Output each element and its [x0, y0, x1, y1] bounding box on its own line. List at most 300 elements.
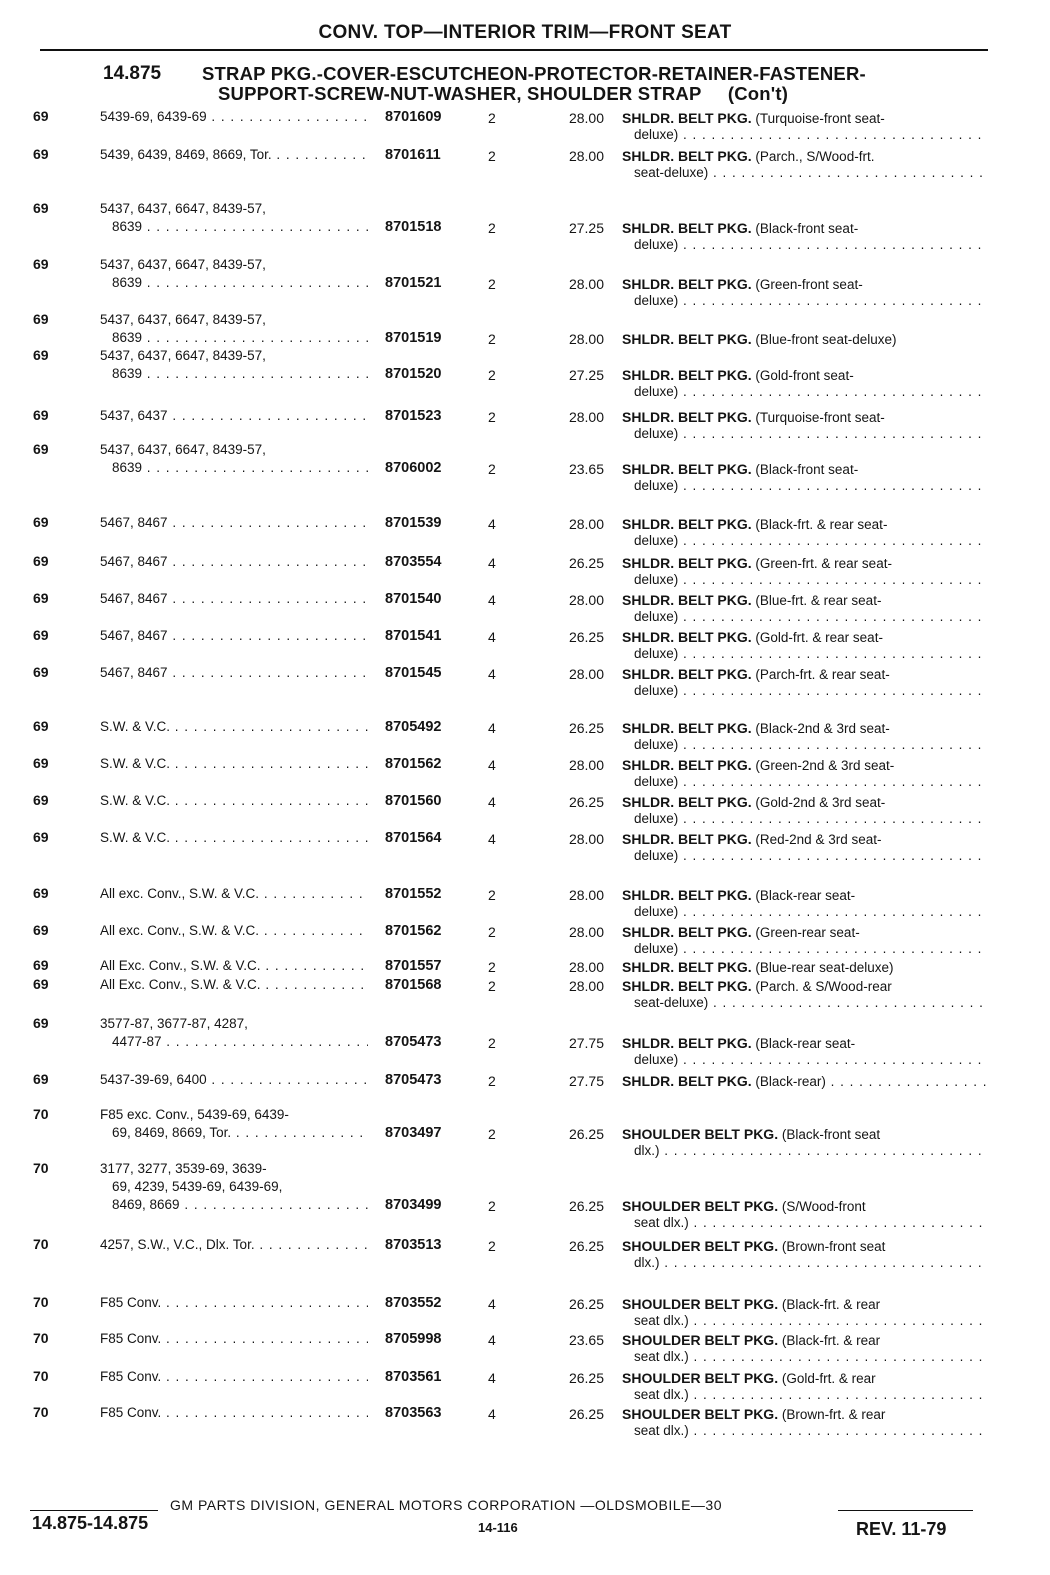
description — [622, 831, 987, 864]
description-text: (Green-rear seat- — [755, 925, 860, 940]
model-year: 69 — [33, 755, 49, 771]
part-number: 8703554 — [385, 554, 442, 570]
model-list — [100, 200, 368, 236]
item-label: SHLDR. BELT PKG. — [622, 1073, 752, 1089]
description-text: (Black-rear seat- — [755, 888, 856, 903]
quantity: 4 — [488, 666, 496, 682]
description-text: (Black-front seat- — [755, 462, 859, 477]
footer-revision: REV. 11-79 — [856, 1519, 947, 1539]
model-line: F85 Conv. . . . — [100, 1330, 368, 1348]
description-continuation: seat dlx.) . . . — [622, 1387, 987, 1403]
model-line: 4257, S.W., V.C., Dlx. Tor. . . . — [100, 1236, 368, 1254]
price: 26.25 — [568, 1126, 604, 1142]
quantity: 4 — [488, 592, 496, 608]
model-list — [100, 1294, 368, 1312]
description — [622, 1332, 987, 1365]
description-continuation: dlx.) . . . — [622, 1255, 987, 1271]
description-line — [622, 629, 987, 646]
description-continuation: deluxe) . . . — [622, 293, 987, 309]
description-line — [622, 1035, 987, 1052]
description — [622, 794, 987, 827]
model-line: 4477-87 . . . — [100, 1033, 368, 1051]
model-year: 69 — [33, 347, 49, 363]
description-text: (Red-2nd & 3rd seat- — [755, 832, 882, 847]
quantity: 2 — [488, 409, 496, 425]
description-line — [622, 1126, 987, 1143]
model-year: 69 — [33, 311, 49, 327]
model-list — [100, 347, 368, 383]
description-text: (Parch., S/Wood-frt. — [755, 149, 875, 164]
description-line — [622, 592, 987, 609]
model-year: 70 — [33, 1160, 49, 1176]
description-text: (Black-front seat- — [755, 221, 859, 236]
price: 26.25 — [568, 1406, 604, 1422]
quantity: 4 — [488, 629, 496, 645]
model-year: 69 — [33, 718, 49, 734]
item-label: SHOULDER BELT PKG. — [622, 1198, 779, 1214]
item-label: SHOULDER BELT PKG. — [622, 1332, 779, 1348]
description-continuation: deluxe) . . . — [622, 533, 987, 549]
description — [622, 220, 987, 253]
quantity: 4 — [488, 794, 496, 810]
model-list — [100, 590, 368, 608]
part-number: 8701568 — [385, 977, 442, 993]
model-line: 3177, 3277, 3539-69, 3639- — [100, 1161, 267, 1176]
description-continuation: seat dlx.) . . . — [622, 1423, 987, 1439]
item-label: SHLDR. BELT PKG. — [622, 757, 752, 773]
model-line: 5437-39-69, 6400 . . . — [100, 1071, 368, 1089]
model-year: 69 — [33, 200, 49, 216]
part-number: 8701518 — [385, 219, 442, 235]
price: 26.25 — [568, 1296, 604, 1312]
description-continuation: seat dlx.) . . . — [622, 1215, 987, 1231]
description-continuation: deluxe) . . . — [622, 426, 987, 442]
section-number: 14.875 — [103, 63, 162, 84]
model-list — [100, 1236, 368, 1254]
description-continuation: deluxe) . . . — [622, 737, 987, 753]
item-label: SHOULDER BELT PKG. — [622, 1126, 779, 1142]
description-line — [622, 148, 987, 165]
description-continuation: deluxe) . . . — [622, 811, 987, 827]
model-list — [100, 256, 368, 292]
model-year: 69 — [33, 792, 49, 808]
description-line — [622, 978, 987, 995]
model-year: 69 — [33, 627, 49, 643]
quantity: 2 — [488, 887, 496, 903]
description-line — [622, 367, 987, 384]
model-line: All exc. Conv., S.W. & V.C. . . . — [100, 922, 368, 940]
section-title-line2: SUPPORT-SCREW-NUT-WASHER, SHOULDER STRAP (Con't) — [218, 83, 789, 104]
model-line: 5437, 6437, 6647, 8439-57, — [100, 312, 266, 327]
description-line — [622, 887, 987, 904]
item-label: SHLDR. BELT PKG. — [622, 110, 752, 126]
part-number: 8701539 — [385, 515, 442, 531]
model-year: 70 — [33, 1294, 49, 1310]
footer-rule-right — [838, 1510, 973, 1511]
description-continuation: deluxe) . . . — [622, 237, 987, 253]
description-line — [622, 720, 987, 737]
description-line — [622, 1198, 987, 1215]
model-line: 5437, 6437, 6647, 8439-57, — [100, 257, 266, 272]
description-line — [622, 516, 987, 533]
model-line: F85 Conv. . . . — [100, 1404, 368, 1422]
part-number: 8703561 — [385, 1369, 442, 1385]
part-number: 8701564 — [385, 830, 442, 846]
model-line: All exc. Conv., S.W. & V.C. . . . — [100, 885, 368, 903]
quantity: 4 — [488, 831, 496, 847]
item-label: SHLDR. BELT PKG. — [622, 720, 752, 736]
description-text: (Black-frt. & rear — [781, 1297, 881, 1312]
model-list — [100, 1330, 368, 1348]
model-list — [100, 108, 368, 126]
quantity: 4 — [488, 516, 496, 532]
model-list — [100, 1015, 368, 1051]
model-year: 69 — [33, 256, 49, 272]
part-number: 8701520 — [385, 366, 442, 382]
item-label: SHLDR. BELT PKG. — [622, 461, 752, 477]
model-year: 70 — [33, 1404, 49, 1420]
section-title-line1: STRAP PKG.-COVER-ESCUTCHEON-PROTECTOR-RETAINER-FASTENER- — [202, 63, 866, 84]
part-number: 8705998 — [385, 1331, 442, 1347]
model-year: 70 — [33, 1106, 49, 1122]
part-number: 8701562 — [385, 923, 442, 939]
quantity: 2 — [488, 276, 496, 292]
description-line — [622, 959, 987, 976]
price: 27.25 — [568, 367, 604, 383]
price: 28.00 — [568, 592, 604, 608]
part-number: 8701523 — [385, 408, 442, 424]
price: 28.00 — [568, 757, 604, 773]
model-list — [100, 829, 368, 847]
description-line — [622, 110, 987, 127]
description — [622, 555, 987, 588]
quantity: 4 — [488, 1332, 496, 1348]
description-line — [622, 1406, 987, 1423]
description — [622, 1073, 987, 1090]
description-line — [622, 666, 987, 683]
price: 26.25 — [568, 794, 604, 810]
description-continuation: seat dlx.) . . . — [622, 1349, 987, 1365]
description — [622, 629, 987, 662]
description — [622, 924, 987, 957]
model-line: 5437, 6437, 6647, 8439-57, — [100, 348, 266, 363]
description — [622, 461, 987, 494]
model-list — [100, 1071, 368, 1089]
description — [622, 1035, 987, 1068]
price: 23.65 — [568, 1332, 604, 1348]
model-list — [100, 755, 368, 773]
model-line: 8639 . . . — [100, 218, 368, 236]
item-label: SHLDR. BELT PKG. — [622, 592, 752, 608]
quantity: 2 — [488, 924, 496, 940]
model-line: F85 Conv. . . . — [100, 1368, 368, 1386]
part-number: 8703552 — [385, 1295, 442, 1311]
quantity: 4 — [488, 1370, 496, 1386]
item-label: SHLDR. BELT PKG. — [622, 666, 752, 682]
part-number: 8701545 — [385, 665, 442, 681]
description-continuation: seat dlx.) . . . — [622, 1313, 987, 1329]
quantity: 2 — [488, 331, 496, 347]
description — [622, 592, 987, 625]
price: 28.00 — [568, 110, 604, 126]
item-label: SHOULDER BELT PKG. — [622, 1406, 779, 1422]
description-text: (Gold-2nd & 3rd seat- — [755, 795, 886, 810]
model-year: 70 — [33, 1368, 49, 1384]
description-continuation: deluxe) . . . — [622, 848, 987, 864]
item-label: SHLDR. BELT PKG. — [622, 924, 752, 940]
description-text: (Black-frt. & rear — [781, 1333, 881, 1348]
description-line — [622, 831, 987, 848]
description — [622, 757, 987, 790]
quantity: 2 — [488, 1198, 496, 1214]
description — [622, 148, 987, 181]
description-line — [622, 555, 987, 572]
part-number: 8701541 — [385, 628, 442, 644]
part-number: 8705492 — [385, 719, 442, 735]
model-year: 69 — [33, 922, 49, 938]
model-list — [100, 718, 368, 736]
description-text: (Parch-frt. & rear seat- — [755, 667, 890, 682]
part-number: 8703497 — [385, 1125, 442, 1141]
price: 28.00 — [568, 924, 604, 940]
model-line: F85 Conv. . . . — [100, 1294, 368, 1312]
price: 28.00 — [568, 276, 604, 292]
model-year: 70 — [33, 1236, 49, 1252]
description — [622, 978, 987, 1011]
quantity: 2 — [488, 367, 496, 383]
price: 28.00 — [568, 516, 604, 532]
description-text: (Parch. & S/Wood-rear — [755, 979, 892, 994]
description-line — [622, 276, 987, 293]
model-list — [100, 407, 368, 425]
model-year: 69 — [33, 407, 49, 423]
description — [622, 276, 987, 309]
description-continuation: deluxe) . . . — [622, 683, 987, 699]
item-label: SHLDR. BELT PKG. — [622, 959, 752, 975]
model-list — [100, 1368, 368, 1386]
model-line: 5439, 6439, 8469, 8669, Tor. . . . — [100, 146, 368, 164]
model-list — [100, 514, 368, 532]
quantity: 2 — [488, 978, 496, 994]
model-line: 8639 . . . — [100, 274, 368, 292]
model-list — [100, 885, 368, 903]
description-text: (Brown-front seat — [781, 1239, 886, 1254]
description-continuation: deluxe) . . . — [622, 478, 987, 494]
footer-corporation: GM PARTS DIVISION, GENERAL MOTORS CORPORATION —OLDSMOBILE—30 — [170, 1497, 722, 1513]
quantity: 4 — [488, 1296, 496, 1312]
part-number: 8701552 — [385, 886, 442, 902]
description — [622, 720, 987, 753]
price: 23.65 — [568, 461, 604, 477]
description-text: (Blue-frt. & rear seat- — [755, 593, 882, 608]
model-line: 5439-69, 6439-69 . . . — [100, 108, 368, 126]
model-line: S.W. & V.C. . . . — [100, 755, 368, 773]
model-list — [100, 1106, 368, 1142]
description-line — [622, 220, 987, 237]
description-continuation: deluxe) . . . — [622, 127, 987, 143]
model-line: 5437, 6437 . . . — [100, 407, 368, 425]
quantity: 2 — [488, 959, 496, 975]
model-list — [100, 627, 368, 645]
description-text: (Brown-frt. & rear — [781, 1407, 886, 1422]
price: 26.25 — [568, 1238, 604, 1254]
part-number: 8701609 — [385, 109, 442, 125]
description-line — [622, 331, 987, 348]
description-line — [622, 461, 987, 478]
model-year: 69 — [33, 590, 49, 606]
price: 26.25 — [568, 1198, 604, 1214]
description-line — [622, 409, 987, 426]
description-continuation: deluxe) . . . — [622, 609, 987, 625]
model-line: S.W. & V.C. . . . — [100, 829, 368, 847]
description-continuation: seat-deluxe) . . . — [622, 165, 987, 181]
price: 28.00 — [568, 978, 604, 994]
model-year: 69 — [33, 885, 49, 901]
footer-rule-left — [30, 1510, 158, 1511]
description — [622, 887, 987, 920]
quantity: 4 — [488, 720, 496, 736]
model-line: S.W. & V.C. . . . — [100, 718, 368, 736]
quantity: 2 — [488, 1035, 496, 1051]
description — [622, 331, 987, 348]
description — [622, 1238, 987, 1271]
description-continuation: deluxe) . . . — [622, 572, 987, 588]
description-text: (Turquoise-front seat- — [755, 111, 885, 126]
model-year: 69 — [33, 1071, 49, 1087]
quantity: 4 — [488, 757, 496, 773]
description-text: (Black-2nd & 3rd seat- — [755, 721, 890, 736]
description — [622, 1406, 987, 1439]
part-number: 8701562 — [385, 756, 442, 772]
description-text: (Blue-front seat-deluxe) — [755, 332, 897, 347]
price: 26.25 — [568, 555, 604, 571]
quantity: 2 — [488, 220, 496, 236]
model-line: 5437, 6437, 6647, 8439-57, — [100, 201, 266, 216]
model-year: 70 — [33, 1330, 49, 1346]
description-continuation: seat-deluxe) . . . — [622, 995, 987, 1011]
model-line: 8639 . . . — [100, 459, 368, 477]
price: 26.25 — [568, 720, 604, 736]
part-number: 8701557 — [385, 958, 442, 974]
item-label: SHLDR. BELT PKG. — [622, 516, 752, 532]
model-year: 69 — [33, 553, 49, 569]
description-text: (Gold-frt. & rear seat- — [755, 630, 883, 645]
item-label: SHLDR. BELT PKG. — [622, 220, 752, 236]
model-list — [100, 553, 368, 571]
description-continuation: deluxe) . . . — [622, 904, 987, 920]
price: 27.25 — [568, 220, 604, 236]
item-label: SHLDR. BELT PKG. — [622, 409, 752, 425]
part-number: 8701560 — [385, 793, 442, 809]
model-line: 5437, 6437, 6647, 8439-57, — [100, 442, 266, 457]
quantity: 2 — [488, 1126, 496, 1142]
description — [622, 516, 987, 549]
quantity: 4 — [488, 555, 496, 571]
item-label: SHLDR. BELT PKG. — [622, 831, 752, 847]
page-header-title: CONV. TOP—INTERIOR TRIM—FRONT SEAT — [318, 22, 732, 43]
model-year: 69 — [33, 976, 49, 992]
price: 28.00 — [568, 409, 604, 425]
description-text: (Green-front seat- — [755, 277, 863, 292]
description-text: (Black-front seat — [781, 1127, 881, 1142]
model-year: 69 — [33, 108, 49, 124]
description — [622, 367, 987, 400]
description — [622, 110, 987, 143]
model-list — [100, 311, 368, 347]
description-line — [622, 1073, 987, 1090]
description-continuation: deluxe) . . . — [622, 941, 987, 957]
price: 28.00 — [568, 666, 604, 682]
description-text: (Black-rear seat- — [755, 1036, 856, 1051]
quantity: 2 — [488, 461, 496, 477]
model-year: 69 — [33, 664, 49, 680]
item-label: SHOULDER BELT PKG. — [622, 1238, 779, 1254]
description-text: (Black-frt. & rear seat- — [755, 517, 888, 532]
item-label: SHLDR. BELT PKG. — [622, 555, 752, 571]
description-text: (Gold-frt. & rear — [781, 1371, 876, 1386]
description-text: (Green-frt. & rear seat- — [755, 556, 892, 571]
part-number: 8703563 — [385, 1405, 442, 1421]
price: 28.00 — [568, 887, 604, 903]
model-line: 69, 8469, 8669, Tor. . . . — [100, 1124, 368, 1142]
price: 28.00 — [568, 831, 604, 847]
model-list — [100, 922, 368, 940]
description-line — [622, 794, 987, 811]
item-label: SHLDR. BELT PKG. — [622, 331, 752, 347]
price: 28.00 — [568, 148, 604, 164]
description — [622, 1198, 987, 1231]
model-line: 5467, 8467 . . . — [100, 590, 368, 608]
description-continuation: deluxe) . . . — [622, 774, 987, 790]
model-line: All Exc. Conv., S.W. & V.C. . . . — [100, 976, 368, 994]
description-text: (Turquoise-front seat- — [755, 410, 885, 425]
description-continuation: deluxe) . . . — [622, 384, 987, 400]
item-label: SHLDR. BELT PKG. — [622, 978, 752, 994]
price: 26.25 — [568, 1370, 604, 1386]
item-label: SHLDR. BELT PKG. — [622, 367, 752, 383]
description-line — [622, 1296, 987, 1313]
part-number: 8701521 — [385, 275, 442, 291]
part-number: 8703499 — [385, 1197, 442, 1213]
quantity: 2 — [488, 1238, 496, 1254]
model-year: 69 — [33, 146, 49, 162]
item-label: SHLDR. BELT PKG. — [622, 276, 752, 292]
item-label: SHLDR. BELT PKG. — [622, 794, 752, 810]
description-text: (Black-rear) — [755, 1074, 826, 1089]
quantity: 2 — [488, 1073, 496, 1089]
description-text: (Green-2nd & 3rd seat- — [755, 758, 895, 773]
item-label: SHLDR. BELT PKG. — [622, 887, 752, 903]
model-year: 69 — [33, 1015, 49, 1031]
model-line: 8639 . . . — [100, 365, 368, 383]
description — [622, 959, 987, 976]
quantity: 4 — [488, 1406, 496, 1422]
description-text: (S/Wood-front — [781, 1199, 866, 1214]
footer-section-range: 14.875-14.875 — [32, 1513, 149, 1533]
price: 28.00 — [568, 331, 604, 347]
model-year: 69 — [33, 441, 49, 457]
model-year: 69 — [33, 514, 49, 530]
model-line: 5467, 8467 . . . — [100, 553, 368, 571]
model-line: 5467, 8467 . . . — [100, 514, 368, 532]
description-line — [622, 1370, 987, 1387]
price: 26.25 — [568, 629, 604, 645]
model-line: 3577-87, 3677-87, 4287, — [100, 1016, 248, 1031]
item-label: SHOULDER BELT PKG. — [622, 1370, 779, 1386]
model-list — [100, 957, 368, 975]
description-continuation: dlx.) . . . — [622, 1143, 987, 1159]
model-list — [100, 664, 368, 682]
